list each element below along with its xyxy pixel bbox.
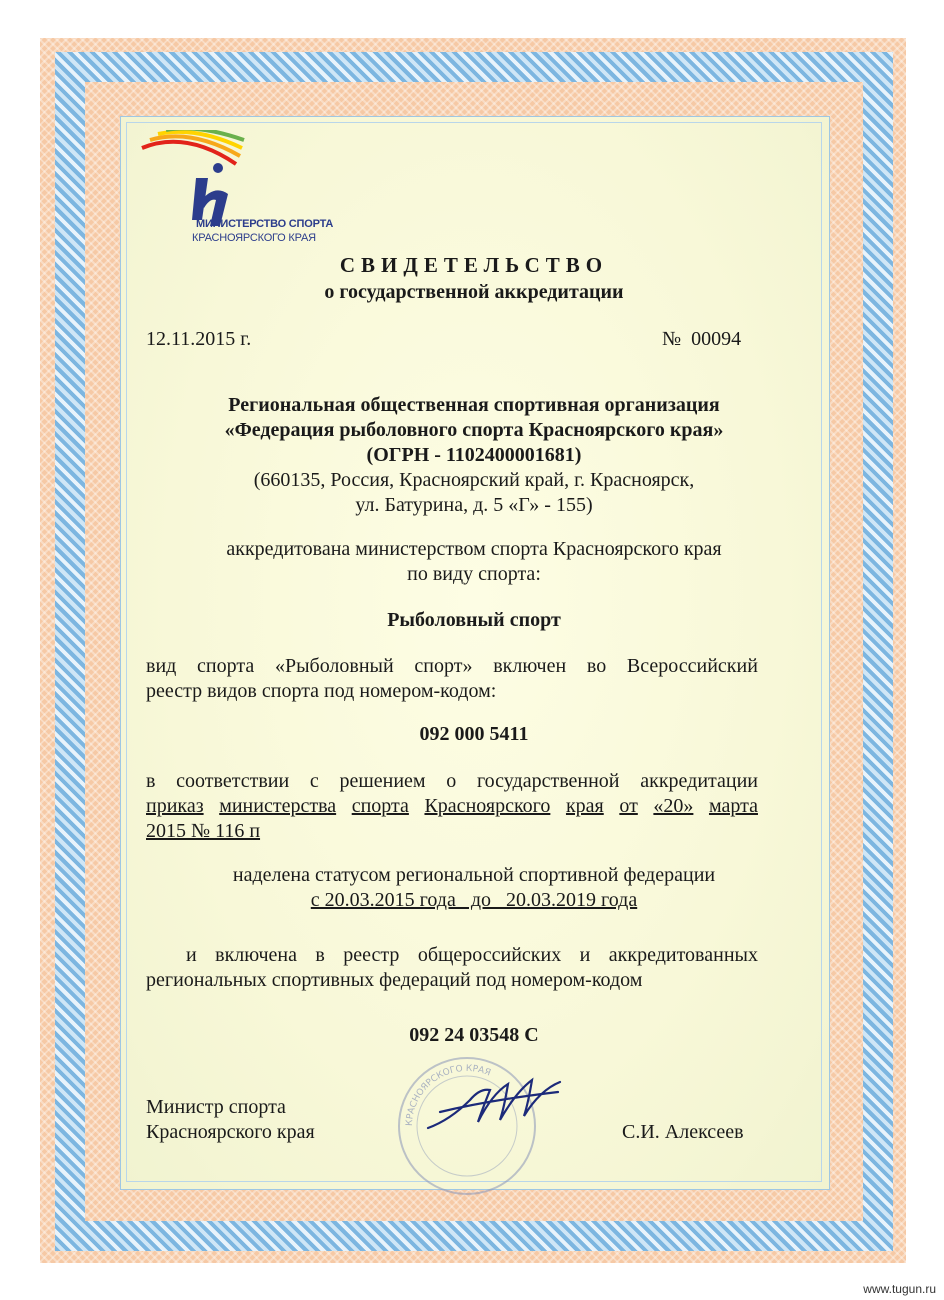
org-address-2: ул. Батурина, д. 5 «Г» - 155) (355, 494, 593, 516)
word: государственной (476, 770, 620, 792)
certificate-number (662, 326, 741, 352)
federation-code: 092 24 03548 С (409, 1024, 539, 1046)
word: приказ (146, 795, 204, 817)
stamp-text: КРАСНОЯРСКОГО КРАЯ (404, 1063, 492, 1127)
certificate-title: СВИДЕТЕЛЬСТВО (339, 253, 609, 277)
word: аккредитованных (608, 944, 758, 966)
word: спорт» (414, 655, 473, 677)
federation-line-2: региональных спортивных федераций под номером-кодом (146, 969, 643, 991)
signature-icon (420, 1070, 570, 1140)
certificate-subtitle: о государственной аккредитации (324, 281, 624, 303)
word: Красноярского (424, 795, 551, 817)
word: о (446, 770, 457, 792)
word: включен (493, 655, 567, 677)
decision-line-1 (146, 768, 758, 794)
number-value: 00094 (691, 328, 742, 350)
word: реестр (343, 944, 400, 966)
number-sign: № (662, 328, 682, 350)
word: марта (708, 795, 758, 817)
word: во (586, 655, 607, 677)
word: спорта (197, 655, 255, 677)
status-line-1: наделена статусом региональной спортивной федерации (232, 864, 716, 886)
org-ogrn: (ОГРН - 1102400001681) (366, 444, 582, 466)
decision-line-2 (146, 793, 758, 819)
word: Всероссийский (626, 655, 758, 677)
word: и (579, 944, 591, 966)
word: с (309, 770, 319, 792)
word: «20» (653, 795, 694, 817)
word: вид (146, 655, 177, 677)
registry-line-2: реестр видов спорта под номером-кодом: (146, 680, 497, 702)
status-line-2: с 20.03.2015 года до 20.03.2019 года (310, 889, 638, 911)
word: аккредитации (640, 770, 758, 792)
issue-date: 12.11.2015 г. (146, 328, 252, 350)
word: общероссийских (417, 944, 562, 966)
ministry-logo (136, 130, 356, 248)
handwritten-signature (420, 1070, 570, 1140)
org-address-1: (660135, Россия, Красноярский край, г. Красноярск, (253, 469, 695, 491)
logo-line-2: КРАСНОЯРСКОГО КРАЯ (192, 232, 316, 244)
signatory-position-1: Министр спорта (146, 1096, 286, 1118)
decision-line-3: 2015 № 116 п (146, 820, 261, 842)
org-line-1: Региональная общественная спортивная организация (228, 394, 720, 416)
registry-code: 092 000 5411 (419, 723, 529, 745)
word: края (565, 795, 604, 817)
federation-line-1 (186, 942, 758, 968)
word: соответствии (176, 770, 290, 792)
ministry-logo-mark-icon (136, 130, 356, 248)
word: «Рыболовный (274, 655, 394, 677)
accreditation-line-2: по виду спорта: (407, 563, 541, 585)
logo-line-1: МИНИСТЕРСТВО СПОРТА (196, 218, 334, 230)
accreditation-line-1: аккредитована министерством спорта Красноярского края (226, 538, 722, 560)
sport-name: Рыболовный спорт (387, 609, 561, 631)
site-watermark: www.tugun.ru (863, 1282, 936, 1296)
word: и (186, 944, 197, 966)
registry-line-1 (146, 653, 758, 679)
org-line-2: «Федерация рыболовного спорта Красноярского края» (224, 419, 724, 441)
signatory-name: С.И. Алексеев (622, 1121, 744, 1143)
word: от (619, 795, 638, 817)
word: в (146, 770, 156, 792)
word: включена (215, 944, 297, 966)
signatory-position-2: Красноярского края (146, 1121, 315, 1143)
word: в (315, 944, 325, 966)
word: спорта (351, 795, 409, 817)
word: решением (339, 770, 426, 792)
word: министерства (219, 795, 337, 817)
